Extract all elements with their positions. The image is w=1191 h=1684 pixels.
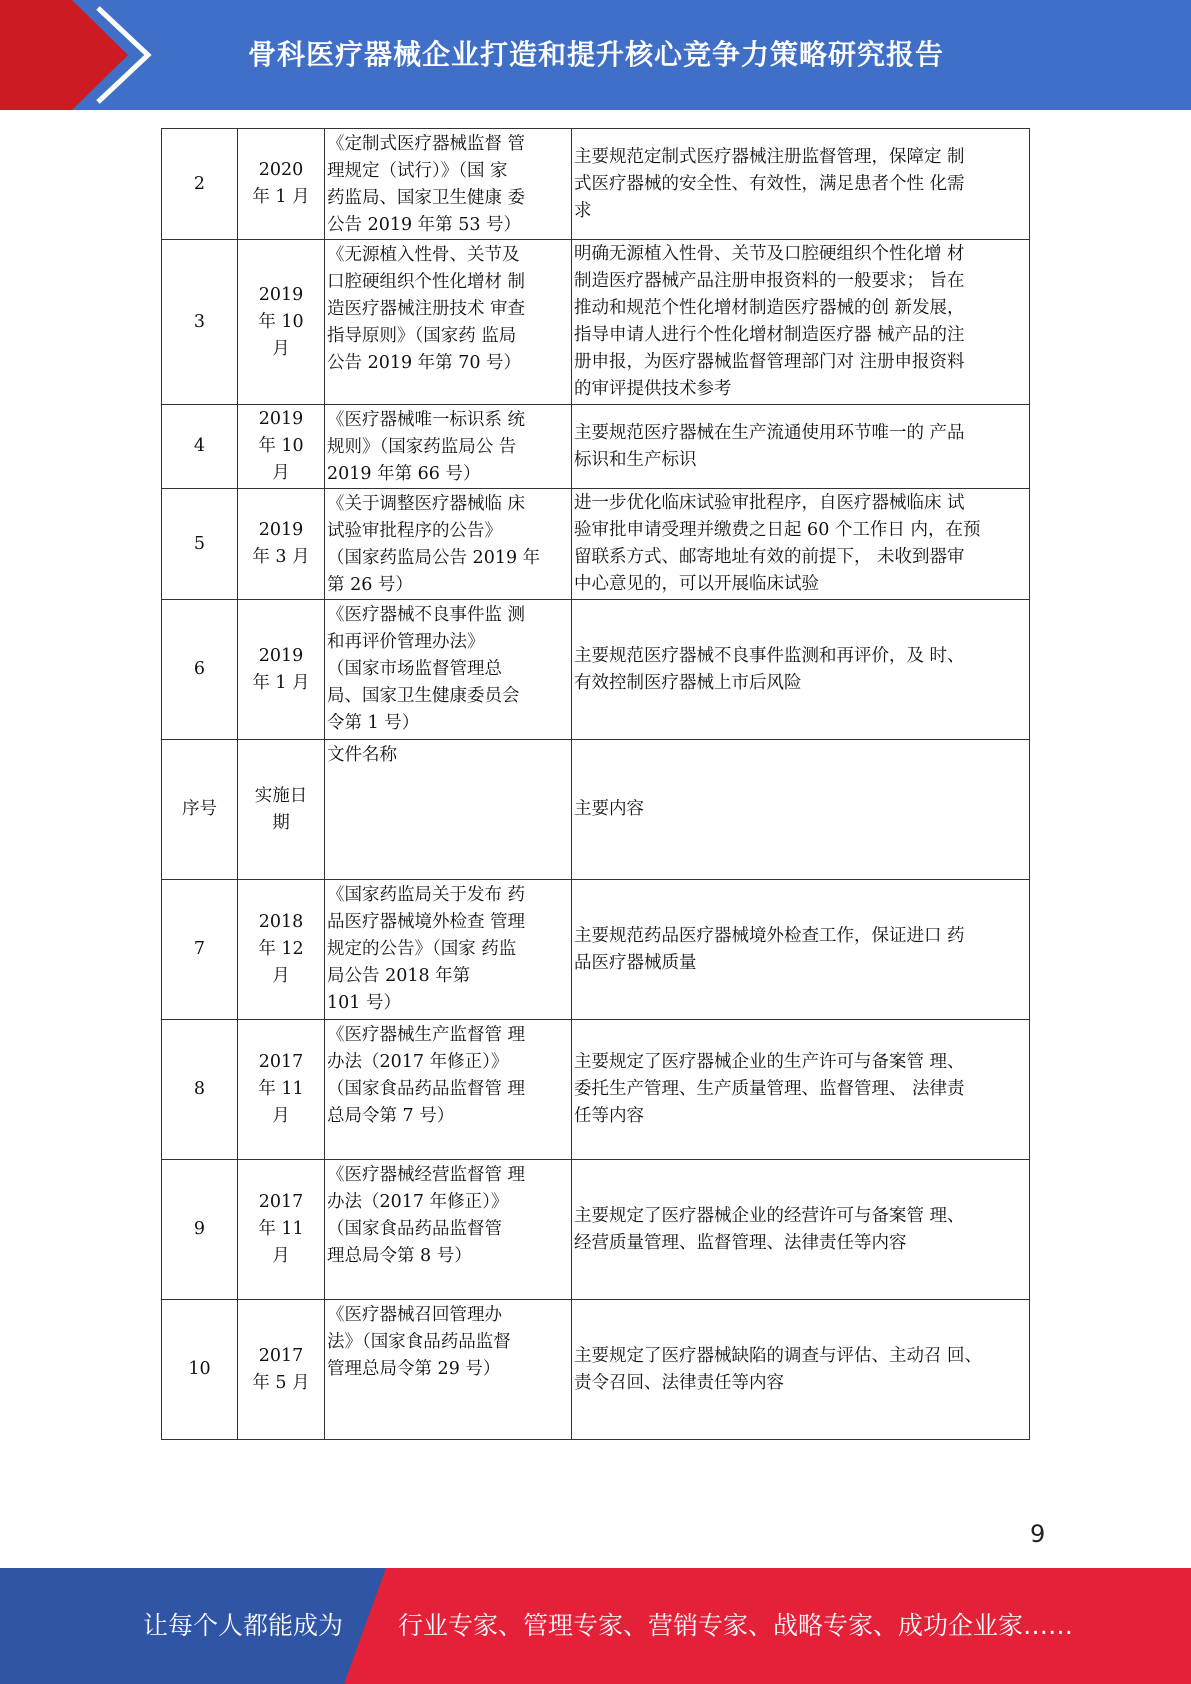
document-name-line: 品医疗器械境外检查 管理 [327,912,526,932]
row-number-cell [162,489,238,600]
main-content-line: 进一步优化临床试验审批程序，自医疗器械临床 试 [574,493,965,513]
document-name-line: 口腔硬组织个性化增材 制 [327,272,526,292]
main-content-line: 主要规范医疗器械在生产流通使用环节唯一的 产品 [574,422,965,443]
implementation-date-line: 年 1 月 [252,672,310,693]
row-number-cell [162,129,238,240]
document-name-cell [325,1300,572,1440]
main-content-line: 推动和规范个性化增材制造医疗器械的创 新发展， [574,298,965,318]
document-name-line: 公告 2019 年第 70 号） [327,353,522,373]
implementation-date-line: 年 1 月 [252,187,310,207]
document-name-line: 总局令第 7 号） [327,1106,455,1126]
main-content-line: 委托生产管理、生产质量管理、监督管理、 法律责 [574,1079,965,1099]
row-number-cell [162,740,238,880]
implementation-date-line: 年 10 [258,311,304,332]
document-name-line: 公告 2019 年第 53 号） [327,215,522,235]
implementation-date-line: 年 11 [258,1079,304,1099]
document-name-cell [325,240,572,405]
main-content-cell [572,405,1030,489]
implementation-date-line: 年 10 [258,436,304,456]
implementation-date-cell [238,489,325,600]
row-number-cell [162,405,238,489]
document-name-line: 试验审批程序的公告》 [327,521,502,541]
document-name-line: 法》（国家食品药品监督 [327,1332,511,1352]
row-number: 9 [193,1219,206,1239]
main-content-cell [572,1300,1030,1440]
main-content-line: 标识和生产标识 [574,449,697,470]
document-name-line: 第 26 号） [327,575,413,595]
implementation-date-line: 期 [272,812,290,833]
implementation-date-cell [238,240,325,405]
implementation-date-line: 2017 [258,1052,304,1072]
implementation-date-cell [238,740,325,880]
document-name-line: 《国家药监局关于发布 药 [327,885,526,905]
document-name-line: 办法（2017 年修正）》 [327,1052,509,1072]
main-content-line: 验审批申请受理并缴费之日起 60 个工作日 内，在预 [574,520,981,540]
implementation-date-cell [238,405,325,489]
document-name-line: 药监局、国家卫生健康 委 [327,188,526,208]
implementation-date-line: 年 11 [258,1219,304,1239]
table-header-row [162,740,1030,880]
document-name-cell [325,1160,572,1300]
main-content-line: 明确无源植入性骨、关节及口腔硬组织个性化增 材 [574,244,965,264]
document-name-line: 局公告 2018 年第 [327,966,471,986]
table-row [162,129,1030,240]
implementation-date-cell [238,880,325,1020]
table-row [162,600,1030,740]
implementation-date-line: 月 [272,338,290,359]
document-name-line: 办法（2017 年修正）》 [327,1192,509,1212]
header-banner [0,0,1191,110]
document-name-line: 《关于调整医疗器械临 床 [327,494,526,514]
main-content-line: 有效控制医疗器械上市后风险 [574,672,802,693]
footer-slogan-left: 让每个人都能成为 [143,1611,344,1640]
row-number: 2 [193,173,206,194]
main-content-line: 主要规范定制式医疗器械注册监督管理，保障定 制 [574,146,965,167]
document-name-line: 令第 1 号） [327,713,420,733]
document-name-line: 指导原则》（国家药 监局 [327,326,517,346]
document-name-line: 《医疗器械召回管理办 [327,1305,502,1325]
document-name-line: （国家药监局公告 2019 年 [327,548,541,568]
main-content-cell [572,129,1030,240]
document-name-line: 《无源植入性骨、关节及 [327,245,520,265]
regulation-table [161,128,1030,1440]
document-name-cell [325,129,572,240]
row-number-cell [162,1160,238,1300]
document-name-cell [325,600,572,740]
document-name-line: 和再评价管理办法》 [327,632,485,652]
row-number: 5 [193,533,206,554]
main-content-line: 主要规定了医疗器械缺陷的调查与评估、主动召 回、 [574,1345,983,1366]
main-content-cell [572,880,1030,1020]
table-row [162,1020,1030,1160]
document-name-line: 101 号） [327,993,401,1013]
main-content-line: 主要规范医疗器械不良事件监测和再评价，及 时、 [574,645,965,666]
row-number: 3 [193,311,206,332]
implementation-date-line: 月 [272,1246,290,1266]
implementation-date-cell [238,600,325,740]
main-content-cell [572,740,1030,880]
implementation-date-line: 2019 [258,284,304,305]
main-content-line: 留联系方式、邮寄地址有效的前提下， 未收到器审 [574,547,965,567]
row-number-cell [162,600,238,740]
main-content-line: 主要规范药品医疗器械境外检查工作，保证进口 药 [574,925,965,946]
table-row [162,1160,1030,1300]
document-name-line: 造医疗器械注册技术 审查 [327,299,526,319]
document-name-line: 《医疗器械不良事件监 测 [327,605,526,625]
table-row [162,1300,1030,1440]
implementation-date-line: 2019 [258,520,304,540]
table-row [162,880,1030,1020]
implementation-date-line: 2020 [258,160,304,180]
implementation-date-line: 2019 [258,645,304,666]
main-content-cell [572,1020,1030,1160]
implementation-date-line: 2018 [258,912,304,932]
document-name-line: 局、国家卫生健康委员会 [327,686,520,706]
document-name-cell [325,880,572,1020]
row-number: 6 [193,659,206,679]
table-row [162,240,1030,405]
table-row [162,405,1030,489]
document-name-line: 文件名称 [327,745,397,765]
document-name-line: 2019 年第 66 号） [327,464,481,484]
document-name-line: 《医疗器械生产监督管 理 [327,1025,526,1045]
document-name-line: 管理总局令第 29 号） [327,1359,501,1379]
document-name-line: 《医疗器械经营监督管 理 [327,1165,526,1185]
document-name-line: （国家市场监督管理总 [327,659,502,679]
main-content-line: 册申报，为医疗器械监督管理部门对 注册申报资料 [574,352,965,372]
document-name-line: 规则》（国家药监局公 告 [327,437,517,457]
implementation-date-line: 年 3 月 [252,547,310,567]
main-content-line: 任等内容 [574,1106,644,1126]
footer-slogan-right: 行业专家、管理专家、营销专家、战略专家、成功企业家…… [398,1611,1074,1640]
row-number-cell [162,1300,238,1440]
main-content-cell [572,600,1030,740]
main-content-line: 指导申请人进行个性化增材制造医疗器 械产品的注 [574,325,965,345]
main-content-line: 责令召回、法律责任等内容 [574,1372,784,1393]
row-number: 序号 [182,799,217,819]
main-content-line: 经营质量管理、监督管理、法律责任等内容 [574,1232,907,1253]
implementation-date-line: 2019 [258,409,304,429]
document-name-cell [325,489,572,600]
row-number-cell [162,880,238,1020]
implementation-date-line: 月 [272,463,290,483]
document-name-cell [325,405,572,489]
implementation-date-cell [238,129,325,240]
main-content-line: 主要规定了医疗器械企业的生产许可与备案管 理、 [574,1052,965,1072]
footer-banner [0,1568,1191,1684]
main-content-line: 主要内容 [574,799,644,819]
document-name-line: 《定制式医疗器械监督 管 [327,134,526,154]
row-number-cell [162,1020,238,1160]
main-content-line: 主要规定了医疗器械企业的经营许可与备案管 理、 [574,1205,965,1226]
main-content-line: 的审评提供技术参考 [574,379,732,399]
implementation-date-line: 月 [272,966,290,986]
document-name-line: 理规定（试行）》（国 家 [327,161,508,181]
document-name-cell [325,740,572,880]
implementation-date-line: 2017 [258,1192,304,1212]
main-content-cell [572,489,1030,600]
page-number: 9 [1030,1520,1046,1548]
document-title: 骨科医疗器械企业打造和提升核心竞争力策略研究报告 [248,38,945,71]
implementation-date-line: 月 [272,1106,290,1126]
document-name-line: 《医疗器械唯一标识系 统 [327,410,526,430]
document-name-line: 规定的公告》（国家 药监 [327,939,517,959]
main-content-line: 品医疗器械质量 [574,952,697,973]
main-content-line: 中心意见的，可以开展临床试验 [574,574,819,594]
main-content-line: 式医疗器械的安全性、有效性，满足患者个性 化需 [574,173,965,194]
main-content-line: 制造医疗器械产品注册申报资料的一般要求； 旨在 [574,271,965,291]
row-number: 10 [188,1359,211,1379]
main-content-line: 求 [574,200,592,221]
row-number-cell [162,240,238,405]
implementation-date-cell [238,1020,325,1160]
implementation-date-line: 2017 [258,1345,304,1366]
implementation-date-cell [238,1160,325,1300]
row-number: 7 [193,939,206,959]
implementation-date-line: 年 12 [258,939,304,959]
implementation-date-line: 实施日 [254,785,308,806]
main-content-cell [572,1160,1030,1300]
document-name-line: （国家食品药品监督管 理 [327,1079,526,1099]
table-row [162,489,1030,600]
document-name-line: （国家食品药品监督管 [327,1219,502,1239]
document-name-cell [325,1020,572,1160]
implementation-date-cell [238,1300,325,1440]
row-number: 4 [193,436,206,456]
document-name-line: 理总局令第 8 号） [327,1246,472,1266]
main-content-cell [572,240,1030,405]
row-number: 8 [193,1079,206,1099]
implementation-date-line: 年 5 月 [252,1372,310,1393]
